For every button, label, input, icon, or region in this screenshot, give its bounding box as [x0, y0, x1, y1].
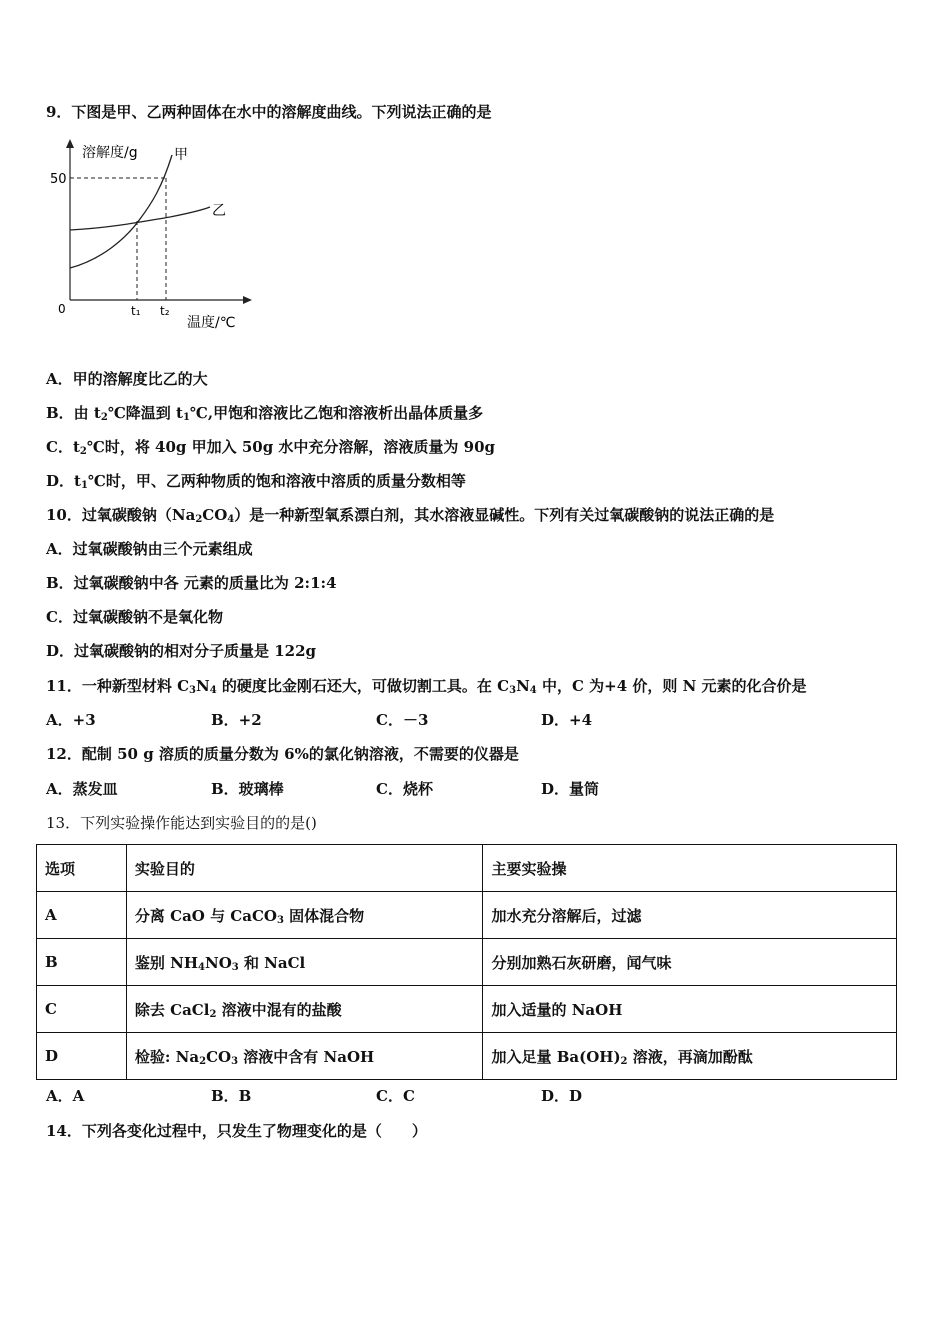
table-row [37, 986, 897, 1033]
row-operation: 加入适量的 NaOH [483, 986, 897, 1033]
q12-option-b: B．玻璃棒 [211, 780, 284, 798]
t1-label: t₁ [131, 304, 141, 318]
q11-option-c: C．－3 [376, 711, 429, 729]
solubility-graph [40, 135, 260, 335]
q11-option-d: D．+4 [541, 711, 593, 729]
row-goal: 鉴别 $NH_4NO_3$ 和 NaCl [126, 939, 483, 986]
x-axis-label: 温度/℃ [187, 315, 236, 331]
series-jia-label: 甲 [174, 147, 188, 163]
row-option: C [37, 986, 127, 1033]
experiment-table [36, 844, 897, 1080]
row-goal: 检验: $Na_2CO_3$ 溶液中含有 NaOH [126, 1033, 483, 1080]
y-axis-label: 溶解度/g [82, 145, 138, 161]
header-option: 选项 [37, 845, 127, 892]
q14-stem: 14．下列各变化过程中，只发生了物理变化的是（ ） [46, 1122, 427, 1140]
y-tick-50: 50 [50, 172, 67, 187]
q12-option-d: D．量筒 [541, 780, 600, 798]
q9-option-c: C．$t_2℃$时，将 40g 甲加入 50g 水中充分溶解，溶液质量为 90g [46, 438, 496, 457]
q11-option-a: A．+3 [46, 711, 96, 729]
table-row [37, 892, 897, 939]
q9-option-b: B．由 $t_2℃$降温到 $t_1℃$,甲饱和溶液比乙饱和溶液析出晶体质量多 [46, 404, 484, 423]
q12-option-a: A．蒸发皿 [46, 780, 118, 798]
table-row [37, 1033, 897, 1080]
q12-stem: 12．配制 50 g 溶质的质量分数为 6%的氯化钠溶液，不需要的仪器是 [46, 745, 519, 763]
row-goal: 分离 CaO 与 CaCO$_3$ 固体混合物 [126, 892, 483, 939]
q10-option-a: A．过氧碳酸钠由三个元素组成 [46, 540, 253, 558]
row-option: B [37, 939, 127, 986]
row-operation: 加水充分溶解后，过滤 [483, 892, 897, 939]
q13-option-b: B．B [211, 1087, 252, 1105]
row-operation: 加入足量 $Ba(OH)_2$ 溶液，再滴加酚酞 [483, 1033, 897, 1080]
q11-stem: 11．一种新型材料 $C_3N_4$ 的硬度比金刚石还大，可做切割工具。在 $C_3N_4$ 中，C 为+4 价，则 N 元素的化合价是 [46, 677, 807, 696]
q10-option-b: B．过氧碳酸钠中各 元素的质量比为 2:1:4 [46, 574, 337, 592]
header-operation: 主要实验操 [483, 845, 897, 892]
q9-stem: 9．下图是甲、乙两种固体在水中的溶解度曲线。下列说法正确的是 [46, 103, 492, 121]
row-option: A [37, 892, 127, 939]
q10-stem: 10．过氧碳酸钠$(Na_2CO_4)$是一种新型氧系漂白剂，其水溶液显碱性。下列有关过氧碳酸钠的说法正确的是 [46, 506, 775, 525]
table-header-row [37, 845, 897, 892]
q10-option-c: C．过氧碳酸钠不是氧化物 [46, 608, 223, 626]
curve-jia [70, 155, 172, 268]
q13-option-a: A．A [46, 1087, 85, 1105]
y-axis-arrow [66, 139, 74, 148]
q10-option-d: D．过氧碳酸钠的相对分子质量是 122g [46, 642, 317, 660]
origin-label: 0 [58, 302, 66, 316]
q13-option-d: D．D [541, 1087, 583, 1105]
q11-option-b: B．+2 [211, 711, 262, 729]
q13-stem: 13．下列实验操作能达到实验目的的是() [46, 814, 317, 832]
row-operation: 分别加熟石灰研磨，闻气味 [483, 939, 897, 986]
row-goal: 除去 CaCl$_2$ 溶液中混有的盐酸 [126, 986, 483, 1033]
table-row [37, 939, 897, 986]
q12-option-c: C．烧杯 [376, 780, 433, 798]
q9-option-d: D．$t_1℃$时，甲、乙两种物质的饱和溶液中溶质的质量分数相等 [46, 472, 466, 491]
header-goal: 实验目的 [126, 845, 483, 892]
q13-option-c: C．C [376, 1087, 415, 1105]
series-yi-label: 乙 [212, 203, 226, 219]
q9-option-a: A．甲的溶解度比乙的大 [46, 370, 208, 388]
row-option: D [37, 1033, 127, 1080]
t2-label: t₂ [160, 304, 170, 318]
x-axis-arrow [243, 296, 252, 304]
